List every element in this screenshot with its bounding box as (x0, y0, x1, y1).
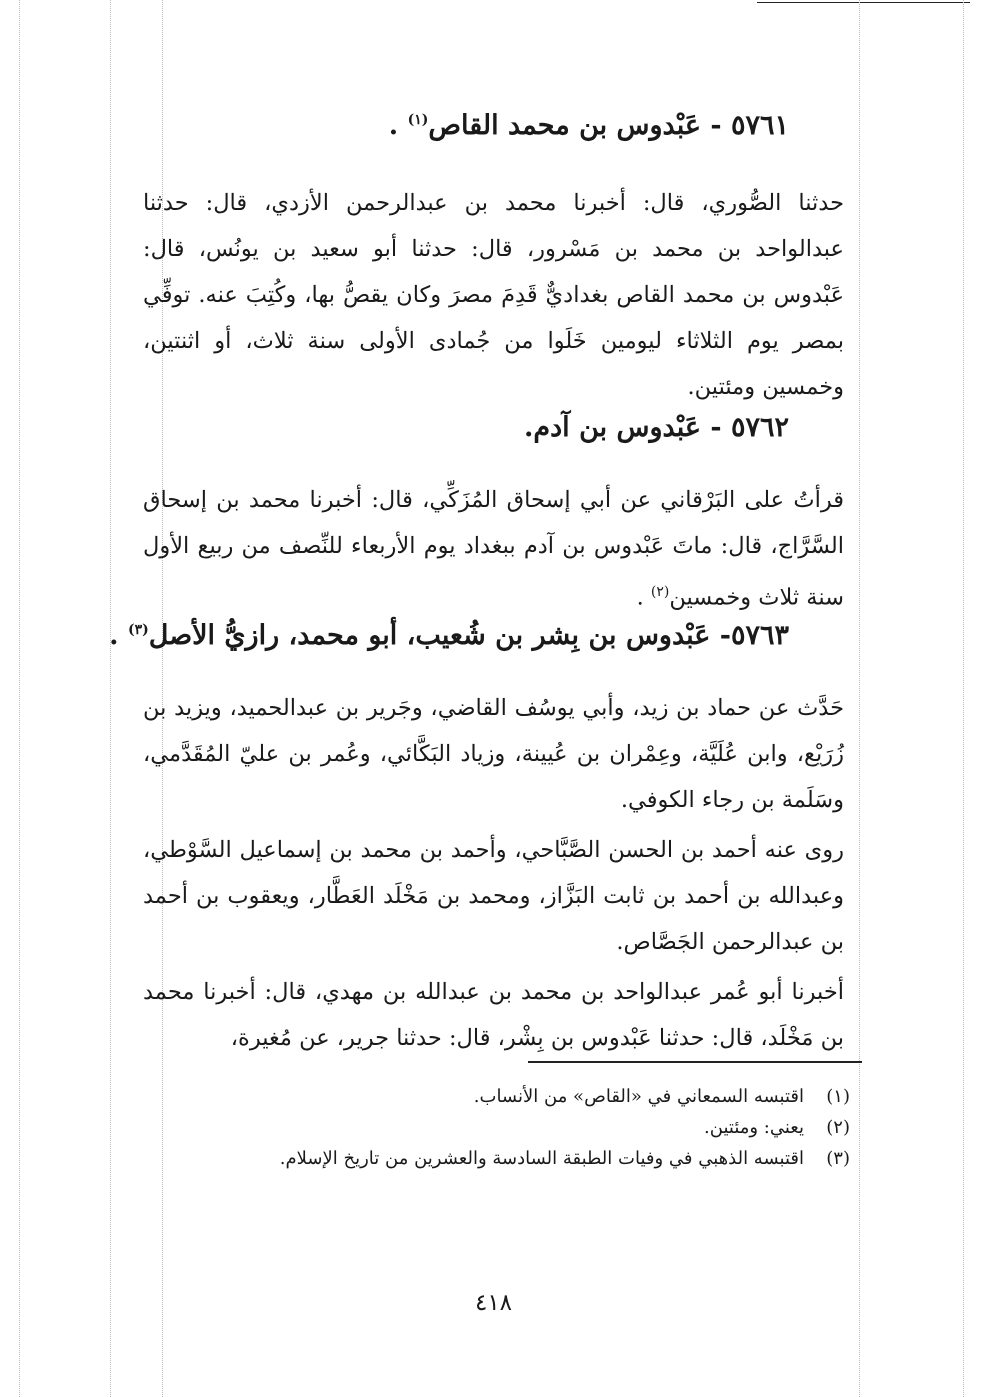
footnote (280, 1081, 850, 1112)
footnote-ref: (٢) (650, 584, 670, 600)
paragraph: حدثنا الصُّوري، قال: أخبرنا محمد بن عبدالرحمن الأزدي، قال: حدثنا عبدالواحد بن محمد بن مَسْرور، قال: حدثنا أبو سعيد بن يونُس، قال: عَبْدوس بن محمد القاص بغداديٌّ قَدِمَ مصرَ وكان يقصُّ بها، وكُتِبَ عنه. توفِّي بمصر يوم الثلاثاء ليومين خَلَوا من جُمادى الأولى سنة ثلاث، أو اثنتين، وخمسين ومئتين. (143, 190, 844, 400)
footnotes (280, 1081, 850, 1174)
scan-guide-line (963, 0, 964, 1397)
footnote-rule (528, 1061, 862, 1063)
entry-number: ٥٧٦١ (730, 110, 789, 141)
entry-body (143, 477, 844, 621)
footnote-ref: (٣) (127, 622, 149, 638)
entry-heading: ٥٧٦٢ - عَبْدوس بن آدم. (524, 412, 789, 443)
paragraph: أخبرنا أبو عُمر عبدالواحد بن محمد بن عبدالله بن مهدي، قال: أخبرنا محمد بن مَخْلَد، قال: حدثنا عَبْدوس بن بِشْر، قال: حدثنا جرير، عن مُغيرة، (143, 979, 844, 1051)
scan-guide-line (110, 0, 111, 1397)
paragraph: حَدَّث عن حماد بن زيد، وأبي يوسُف القاضي، وجَرير بن عبدالحميد، ويزيد بن زُرَيْع، وابن عُلَيَّة، وعِمْران بن عُيينة، وزياد البَكَّائي، وعُمر بن عليّ المُقَدَّمي، وسَلَمة بن رجاء الكوفي. (143, 695, 844, 813)
scan-guide-line (19, 0, 20, 1397)
entry-number: ٥٧٦٣ (730, 620, 789, 651)
footnote-number: (١) (826, 1086, 850, 1107)
entry-body (143, 685, 844, 1061)
paragraph: روى عنه أحمد بن الحسن الصَّبَّاحي، وأحمد بن محمد بن إسماعيل السَّوْطي، وعبدالله بن أحمد بن ثابت البَزَّاز، ومحمد بن مَخْلَد العَطَّار، ويعقوب بن أحمد بن عبدالرحمن الجَصَّاص. (143, 837, 844, 955)
entry-name: عَبْدوس بن بِشر بن شُعيب، أبو محمد، رازيُّ الأصل (148, 620, 711, 651)
entry-name: عَبْدوس بن آدم (533, 412, 701, 443)
page-number: ٤١٨ (474, 1290, 513, 1316)
footnote-text: اقتبسه السمعاني في «القاص» من الأنساب. (473, 1086, 804, 1107)
footnote-ref: (١) (407, 112, 429, 128)
entry-heading: ٥٧٦١ - عَبْدوس بن محمد القاص$^{(١)}$ . (388, 110, 789, 141)
footnote (280, 1143, 850, 1174)
footnote-number: (٣) (826, 1148, 850, 1169)
footnote-text: يعني: ومئتين. (704, 1117, 804, 1138)
entry-heading: ٥٧٦٣- عَبْدوس بن بِشر بن شُعيب، أبو محمد، رازيُّ الأصل$^{(٣)}$ . (109, 620, 789, 651)
entry-number: ٥٧٦٢ (730, 412, 789, 443)
entry-name: عَبْدوس بن محمد القاص (428, 110, 701, 141)
footnote-number: (٢) (826, 1117, 850, 1138)
entry-body (143, 180, 844, 410)
footnote (280, 1112, 850, 1143)
footnote-text: اقتبسه الذهبي في وفيات الطبقة السادسة والعشرين من تاريخ الإسلام. (279, 1148, 804, 1169)
scan-guide-line (859, 0, 860, 1397)
top-rule (757, 2, 970, 3)
paragraph-text: قرأتُ على البَرْقاني عن أبي إسحاق المُزَكِّي، قال: أخبرنا محمد بن إسحاق السَّرَّاج، قال: ماتَ عَبْدوس بن آدم ببغداد يوم الأربعاء للنِّصف من ربيع الأول سنة ثلاث وخمسين (143, 487, 844, 611)
paragraph: قرأتُ على البَرْقاني عن أبي إسحاق المُزَكِّي، قال: أخبرنا محمد بن إسحاق السَّرَّاج، قال: ماتَ عَبْدوس بن آدم ببغداد يوم الأربعاء للنِّصف من ربيع الأول سنة ثلاث وخمسين$^{(٢)}$ . (143, 487, 844, 611)
